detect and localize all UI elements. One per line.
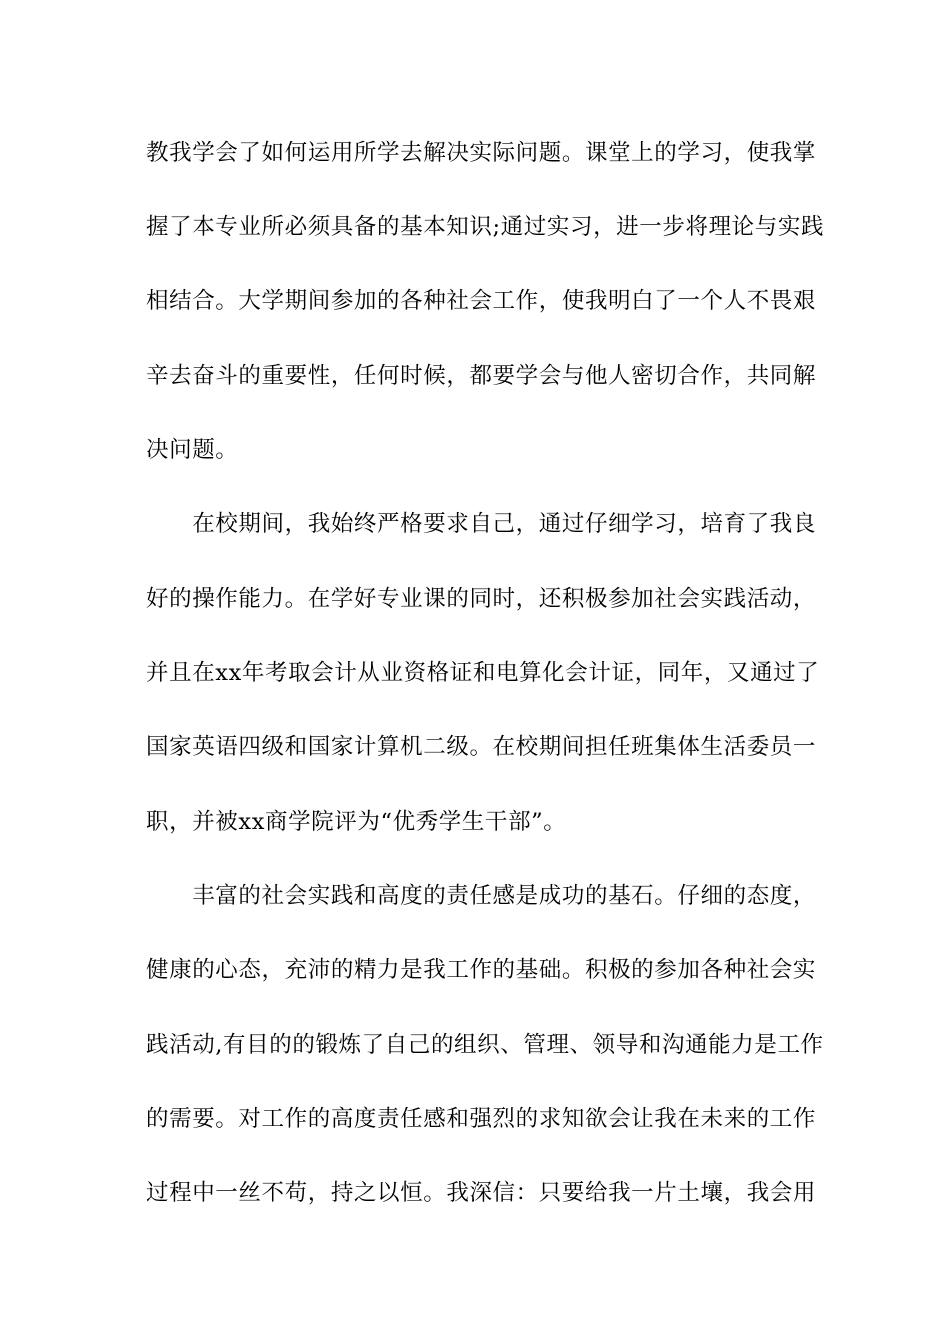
text-line: 职，并被xx商学院评为“优秀学生干部”。 [146, 809, 567, 835]
text-line: 国家英语四级和国家计算机二级。在校期间担任班集体生活委员一 [146, 734, 816, 760]
text-line: 的需要。对工作的高度责任感和强烈的求知欲会让我在未来的工作 [146, 1106, 816, 1132]
text-line: 丰富的社会实践和高度的责任感是成功的基石。仔细的态度， [146, 883, 816, 909]
text-line: 决问题。 [146, 437, 239, 463]
text-line: 好的操作能力。在学好专业课的同时，还积极参加社会实践活动， [146, 586, 816, 612]
text-line: 教我学会了如何运用所学去解决实际问题。课堂上的学习，使我掌 [146, 140, 816, 166]
text-line: 健康的心态，充沛的精力是我工作的基础。积极的参加各种社会实 [146, 957, 816, 983]
text-line: 过程中一丝不苟，持之以恒。我深信：只要给我一片土壤，我会用 [146, 1180, 816, 1206]
text-line: 践活动,有目的的锻炼了自己的组织、管理、领导和沟通能力是工作 [146, 1032, 824, 1058]
text-line: 并且在xx年考取会计从业资格证和电算化会计证，同年，又通过了 [146, 660, 820, 686]
text-line: 在校期间，我始终严格要求自己，通过仔细学习，培育了我良 [146, 511, 816, 537]
text-line: 相结合。大学期间参加的各种社会工作，使我明白了一个人不畏艰 [146, 288, 816, 314]
text-line: 握了本专业所必须具备的基本知识;通过实习，进一步将理论与实践 [146, 214, 825, 240]
text-line: 辛去奋斗的重要性，任何时候，都要学会与他人密切合作，共同解 [146, 363, 816, 389]
